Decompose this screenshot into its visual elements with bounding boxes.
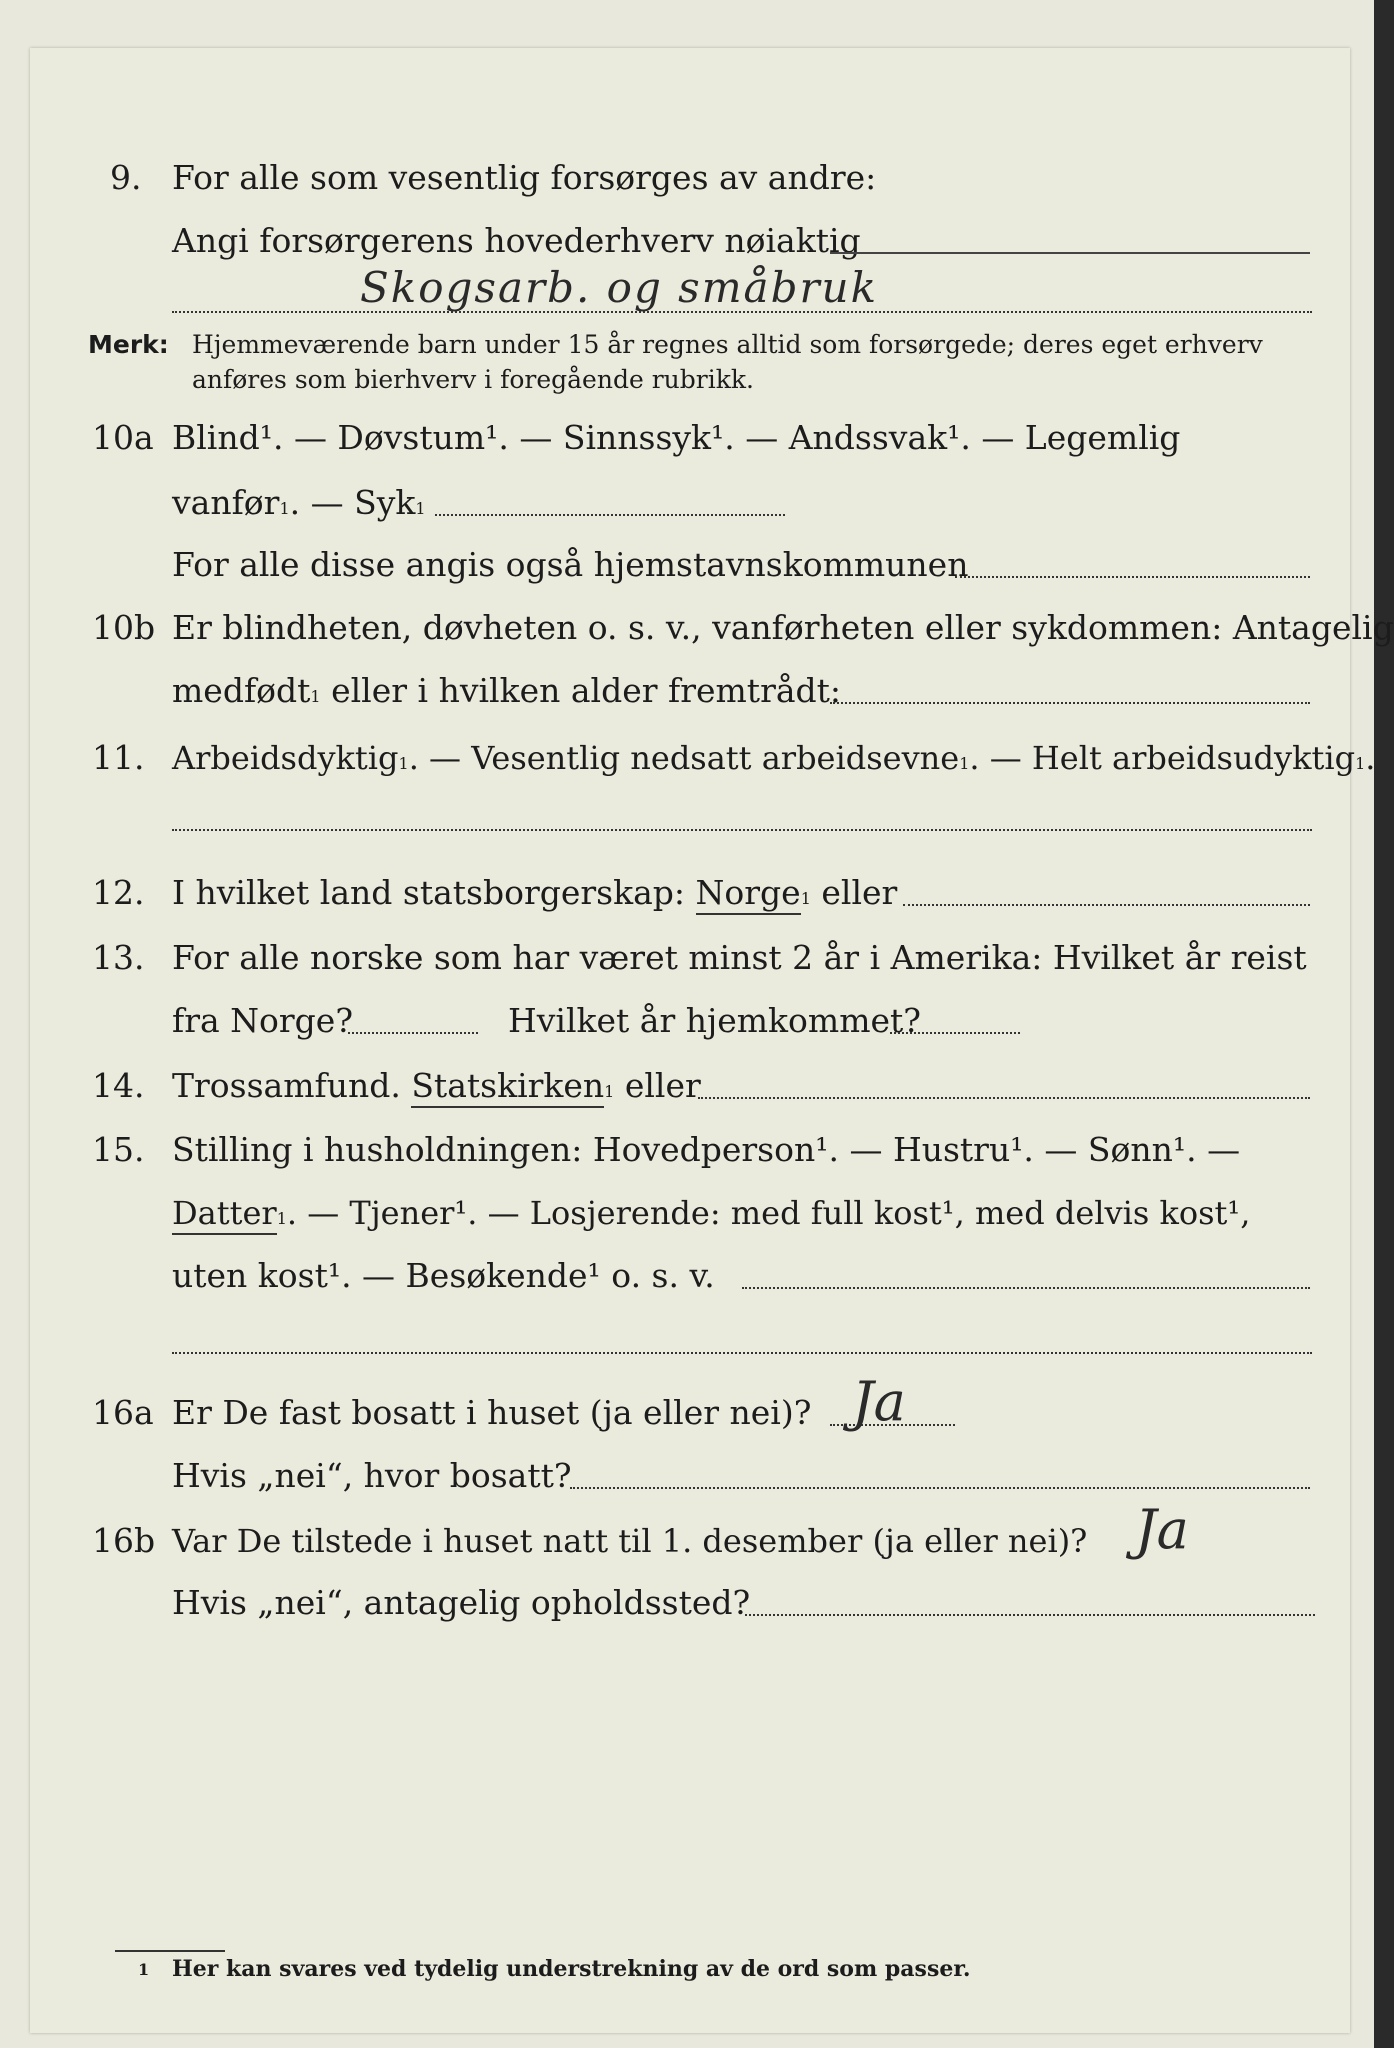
q15-answer-line[interactable] [742,1251,1310,1289]
merk-label: Merk: [88,330,169,359]
q16a-handwritten-answer: Ja [852,1370,906,1433]
q10b-line2 [30,666,1350,716]
q16a-line1 [30,1370,1350,1438]
census-form-page [30,48,1394,2033]
superscript: 1 [1355,754,1366,773]
q16a-bosatt-line[interactable] [570,1451,1310,1489]
q11-line2 [30,793,1350,843]
q14-text-wrap [172,1061,701,1111]
q13-text: For alle norske som har været minst 2 år i Amerika: Hvilket år reist [172,938,1307,977]
q12-eller: eller [810,873,898,912]
q16b-text: Var De tilstede i huset natt til 1. desember (ja eller nei)? [172,1522,1088,1560]
q16b-number: 16b [92,1521,156,1560]
q10a-answer-line[interactable] [435,478,785,516]
q13-number: 13. [92,938,145,977]
q11-nedsatt: . — Vesentlig nedsatt arbeidsevne [408,739,960,777]
q10a-syk: . — Syk [289,483,416,522]
q10a-line1 [30,413,1350,463]
q11-text [172,733,1375,783]
superscript: 1 [604,1082,615,1101]
superscript: 1 [398,754,409,773]
q10a-line2 [30,478,1350,528]
q14-statskirken-choice[interactable]: Statskirken [411,1066,604,1108]
merk-line1: Hjemmeværende barn under 15 år regnes alltid som forsørgede; deres eget erhverv [192,330,1263,359]
merk-line2: anføres som bierhverv i foregående rubrikk. [192,365,754,394]
footnote-rule [115,1950,225,1952]
q15-answer-line-2[interactable] [172,1316,1312,1354]
q15-line2-rest: . — Tjener¹. — Losjerende: med full kost¹, med delvis kost¹, [286,1194,1251,1232]
q9-question: Angi forsørgerens hovederhverv nøiaktig [172,221,861,260]
q10b-number: 10b [92,608,156,647]
q15-line2-wrap [172,1188,1250,1238]
q10a-hjemstavn-line[interactable] [955,540,1310,578]
q9-line3 [30,263,1350,323]
q14-eller: eller [614,1066,701,1105]
q10a-text: Blind¹. — Døvstum¹. — Sinnssyk¹. — Andssvak¹. — Legemlig [172,418,1181,457]
q9-line2 [30,216,1350,266]
q12-line [30,868,1350,918]
superscript: 1 [279,499,290,518]
q9-line1 [30,153,1350,203]
q13-reist-line[interactable] [348,996,478,1034]
q15-text: Stilling i husholdningen: Hovedperson¹. — Hustru¹. — Sønn¹. — [172,1130,1241,1169]
superscript: 1 [276,1209,287,1228]
q9-number: 9. [110,158,142,197]
q9-answer-line[interactable] [830,216,1310,254]
q12-number: 12. [92,873,145,912]
superscript: 1 [959,754,970,773]
q16b-line1 [30,1498,1350,1566]
q10a-number: 10a [92,418,154,457]
q15-line1 [30,1125,1350,1175]
q15-line4 [30,1316,1350,1366]
q13-line2 [30,996,1350,1046]
q15-line3-text: uten kost¹. — Besøkende¹ o. s. v. [172,1256,715,1295]
superscript: 1 [415,499,426,518]
q15-number: 15. [92,1130,145,1169]
q13-line1 [30,933,1350,983]
q10b-line2-text [172,666,841,716]
q16b-handwritten-answer: Ja [1135,1498,1189,1561]
q12-text-wrap [172,868,897,918]
q10b-line1 [30,603,1394,653]
q12-text: I hvilket land statsborgerskap: [172,873,686,912]
q11-line1 [30,733,1376,783]
q16b-opholdssted: Hvis „nei“, antagelig opholdssted? [172,1583,751,1622]
q14-answer-line[interactable] [698,1061,1310,1099]
q10b-alder: eller i hvilken alder fremtrådt: [320,671,842,710]
q13-hjemkommet-line[interactable] [890,996,1020,1034]
q11-period: . [1365,739,1376,777]
q9-handwritten-answer: Skogsarb. og småbruk [360,263,879,312]
q14-number: 14. [92,1066,145,1105]
superscript: 1 [310,687,321,706]
q10a-vanfor: vanfør [172,483,280,522]
q16b-opholdssted-line[interactable] [745,1578,1315,1616]
q12-answer-line[interactable] [903,868,1310,906]
q16a-number: 16a [92,1393,154,1432]
q9-text: For alle som vesentlig forsørges av andre: [172,158,877,197]
q14-text: Trossamfund. [172,1066,401,1105]
q16a-bosatt: Hvis „nei“, hvor bosatt? [172,1456,572,1495]
q11-answer-line[interactable] [172,793,1312,831]
q16a-line2 [30,1451,1350,1501]
q10a-line2-text [172,478,426,528]
q12-norge-choice[interactable]: Norge [696,873,801,915]
q15-line2 [30,1188,1350,1238]
q11-udyktig: . — Helt arbeidsudyktig [969,739,1356,777]
q10b-medfodt: medfødt [172,671,311,710]
q16a-text: Er De fast bosatt i huset (ja eller nei)? [172,1393,812,1432]
q16b-line2 [30,1578,1350,1628]
q11-number: 11. [92,738,145,777]
q10b-text: Er blindheten, døvheten o. s. v., vanførheten eller sykdommen: Antagelig [172,608,1394,647]
q13-hjemkommet: Hvilket år hjemkommet? [508,1001,921,1040]
q10a-line3 [30,540,1350,590]
q15-line3 [30,1251,1350,1301]
footnote-text: Her kan svares ved tydelig understrekning av de ord som passer. [172,1956,971,1982]
q13-reist: fra Norge? [172,1001,354,1040]
q10b-answer-line[interactable] [830,666,1310,704]
q14-line [30,1061,1350,1111]
footnote-mark: 1 [138,1960,150,1979]
q10a-hjemstavn: For alle disse angis også hjemstavnskommunen [172,545,969,584]
superscript: 1 [800,889,811,908]
q15-datter-choice[interactable]: Datter [172,1194,277,1235]
q11-arbeidsdyktig: Arbeidsdyktig [172,739,399,777]
